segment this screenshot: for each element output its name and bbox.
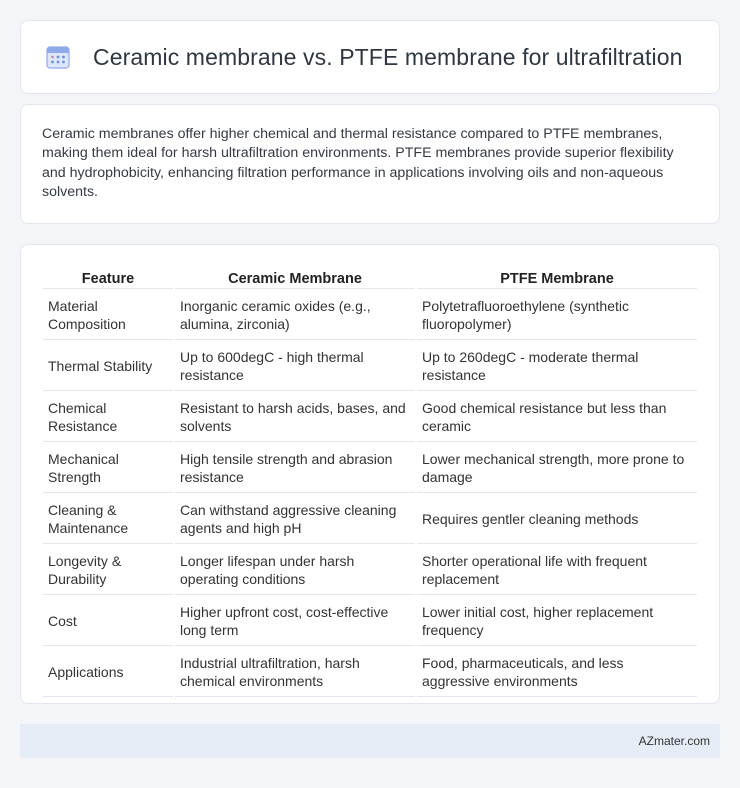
footer-site-link[interactable]: AZmater.com: [638, 734, 710, 748]
table-row: [43, 648, 697, 697]
cell-ptfe: Requires gentler cleaning methods: [417, 495, 697, 544]
cell-ptfe: Up to 260degC - moderate thermal resistance: [417, 342, 697, 391]
summary-card: [20, 104, 720, 224]
header-ceramic: Ceramic Membrane: [175, 267, 415, 289]
footer-bar: [20, 724, 720, 758]
table-row: [43, 393, 697, 442]
summary-text: Ceramic membranes offer higher chemical and thermal resistance compared to PTFE membranes, making them ideal for harsh ultrafiltration environments. PTFE membranes provide superior flexibility and hydrophobicity, enhancing filtration performance in applications involving oils and non-aqueous solvents.: [42, 126, 674, 200]
cell-ceramic: Higher upfront cost, cost-effective long term: [175, 597, 415, 646]
table-row: [43, 342, 697, 391]
cell-ptfe: Shorter operational life with frequent replacement: [417, 546, 697, 595]
cell-ptfe: Food, pharmaceuticals, and less aggressive environments: [417, 648, 697, 697]
calendar-icon: [45, 44, 71, 70]
cell-feature: Mechanical Strength: [43, 444, 173, 493]
table-row: [43, 291, 697, 340]
table-row: [43, 444, 697, 493]
cell-feature: Longevity & Durability: [43, 546, 173, 595]
comparison-table: [41, 265, 699, 699]
cell-feature: Cost: [43, 597, 173, 646]
table-header-row: [43, 267, 697, 289]
cell-ceramic: Can withstand aggressive cleaning agents and high pH: [175, 495, 415, 544]
cell-ceramic: Inorganic ceramic oxides (e.g., alumina, zirconia): [175, 291, 415, 340]
cell-ptfe: Polytetrafluoroethylene (synthetic fluoropolymer): [417, 291, 697, 340]
cell-ptfe: Good chemical resistance but less than ceramic: [417, 393, 697, 442]
cell-ptfe: Lower initial cost, higher replacement frequency: [417, 597, 697, 646]
header-ptfe: PTFE Membrane: [417, 267, 697, 289]
table-row: [43, 597, 697, 646]
page-title: Ceramic membrane vs. PTFE membrane for ultrafiltration: [93, 43, 683, 70]
cell-feature: Cleaning & Maintenance: [43, 495, 173, 544]
header-feature: Feature: [43, 267, 173, 289]
cell-feature: Chemical Resistance: [43, 393, 173, 442]
cell-feature: Thermal Stability: [43, 342, 173, 391]
cell-feature: Material Composition: [43, 291, 173, 340]
cell-ceramic: High tensile strength and abrasion resistance: [175, 444, 415, 493]
cell-ceramic: Up to 600degC - high thermal resistance: [175, 342, 415, 391]
header-card: [20, 20, 720, 94]
cell-ceramic: Resistant to harsh acids, bases, and solvents: [175, 393, 415, 442]
cell-ptfe: Lower mechanical strength, more prone to damage: [417, 444, 697, 493]
cell-ceramic: Longer lifespan under harsh operating conditions: [175, 546, 415, 595]
comparison-table-card: [20, 244, 720, 704]
table-row: [43, 546, 697, 595]
table-row: [43, 495, 697, 544]
cell-feature: Applications: [43, 648, 173, 697]
cell-ceramic: Industrial ultrafiltration, harsh chemical environments: [175, 648, 415, 697]
